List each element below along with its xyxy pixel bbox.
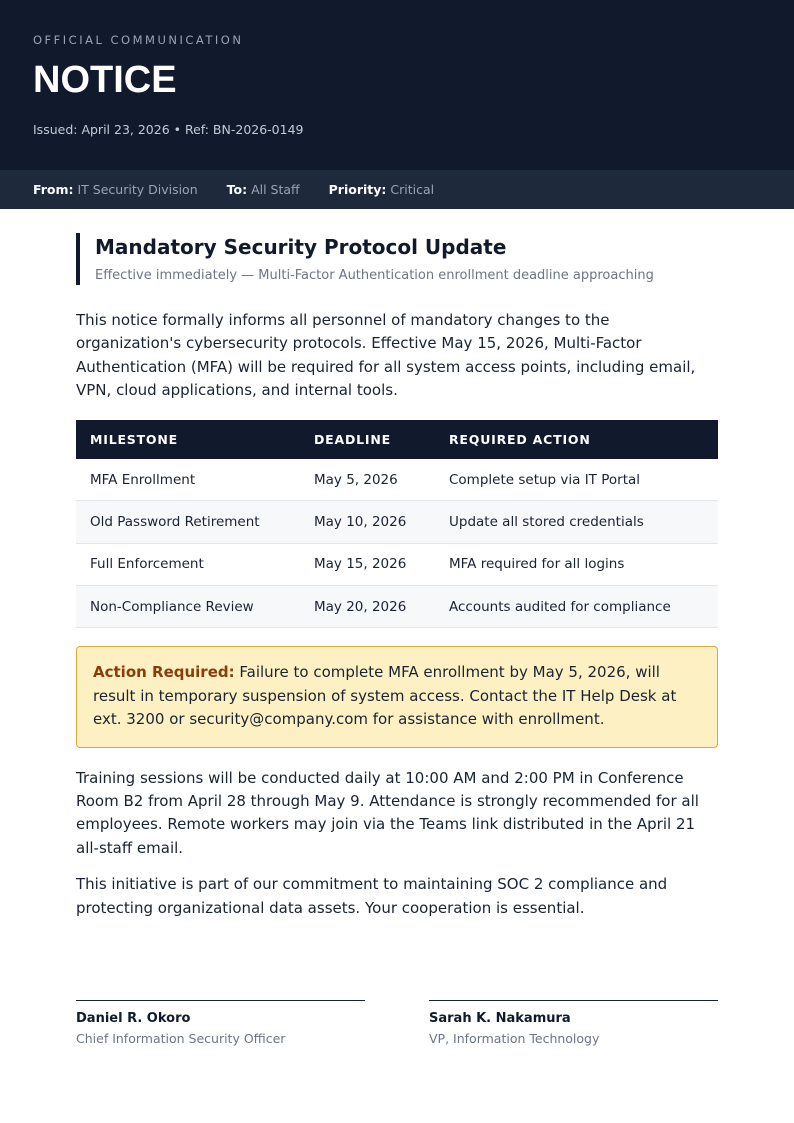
intro-paragraph: This notice formally informs all personnel of mandatory changes to the organization's cybersecurity protocols. Effective May 15, 2026, Multi-Factor Authentication (MFA) will be required for all system access points, including email, VPN, cloud applications, and internal tools. (76, 311, 696, 400)
header-milestone: MILESTONE (90, 431, 178, 447)
table-row (76, 501, 718, 543)
meta-from (33, 182, 198, 197)
meta-priority-label: Priority: (328, 182, 387, 197)
signatory-title: Chief Information Security Officer (76, 1030, 286, 1046)
action-required-callout (76, 646, 718, 747)
cell-milestone: Old Password Retirement (76, 501, 300, 543)
callout-text: Failure to complete MFA enrollment by May 5, 2026, will result in temporary suspension of system access. Contact the IT Help Desk at ext. 3200 or security@company.com for assistance with enrollment. (93, 663, 677, 729)
meta-to (227, 182, 300, 197)
cell-milestone: Non-Compliance Review (76, 586, 300, 628)
cell-milestone: MFA Enrollment (76, 459, 300, 501)
subject-subtitle: Effective immediately — Multi-Factor Authentication enrollment deadline approaching (95, 268, 654, 283)
issued-line: Issued: April 23, 2026 • Ref: BN-2026-0149 (33, 122, 304, 137)
signatory-name: Daniel R. Okoro (76, 1010, 191, 1026)
meta-priority (329, 182, 435, 197)
table-header-row (76, 420, 718, 459)
meta-from-label: From: (33, 182, 74, 197)
training-paragraph: Training sessions will be conducted daily at 10:00 AM and 2:00 PM in Conference Room B2 from April 28 through May 9. Attendance is strongly recommended for all employees. Remote workers may join via the Teams link distributed in the April 21 all-staff email. (76, 768, 699, 857)
meta-priority-value: Critical (390, 182, 435, 197)
table-row (76, 586, 718, 628)
closing-paragraph: This initiative is part of our commitment to maintaining SOC 2 compliance and protecting organizational data assets. Your cooperation is essential. (76, 875, 668, 917)
meta-to-label: To: (226, 182, 248, 197)
table-row (76, 459, 718, 501)
eyebrow-label: OFFICIAL COMMUNICATION (33, 33, 244, 47)
milestone-table (76, 420, 718, 629)
signatory-name: Sarah K. Nakamura (429, 1010, 571, 1026)
signature-right (429, 1000, 718, 1046)
cell-deadline: May 10, 2026 (300, 501, 435, 543)
table-row (76, 543, 718, 585)
cell-action: Complete setup via IT Portal (435, 459, 718, 501)
meta-bar (0, 170, 794, 209)
header-deadline: DEADLINE (314, 431, 391, 447)
notice-body (0, 233, 794, 1046)
subject-block (76, 233, 718, 285)
signatory-title: VP, Information Technology (429, 1030, 600, 1046)
header-required-action: REQUIRED ACTION (449, 431, 591, 447)
signature-left (76, 1000, 365, 1046)
cell-deadline: May 5, 2026 (300, 459, 435, 501)
meta-from-value: IT Security Division (77, 182, 198, 197)
signature-block (76, 1000, 718, 1046)
cell-action: Update all stored credentials (435, 501, 718, 543)
subject-title: Mandatory Security Protocol Update (95, 235, 507, 259)
cell-milestone: Full Enforcement (76, 543, 300, 585)
cell-deadline: May 15, 2026 (300, 543, 435, 585)
cell-action: Accounts audited for compliance (435, 586, 718, 628)
cell-deadline: May 20, 2026 (300, 586, 435, 628)
cell-action: MFA required for all logins (435, 543, 718, 585)
notice-header (0, 0, 794, 170)
notice-title: NOTICE (33, 59, 177, 101)
meta-to-value: All Staff (251, 182, 300, 197)
callout-label: Action Required: (93, 663, 235, 682)
